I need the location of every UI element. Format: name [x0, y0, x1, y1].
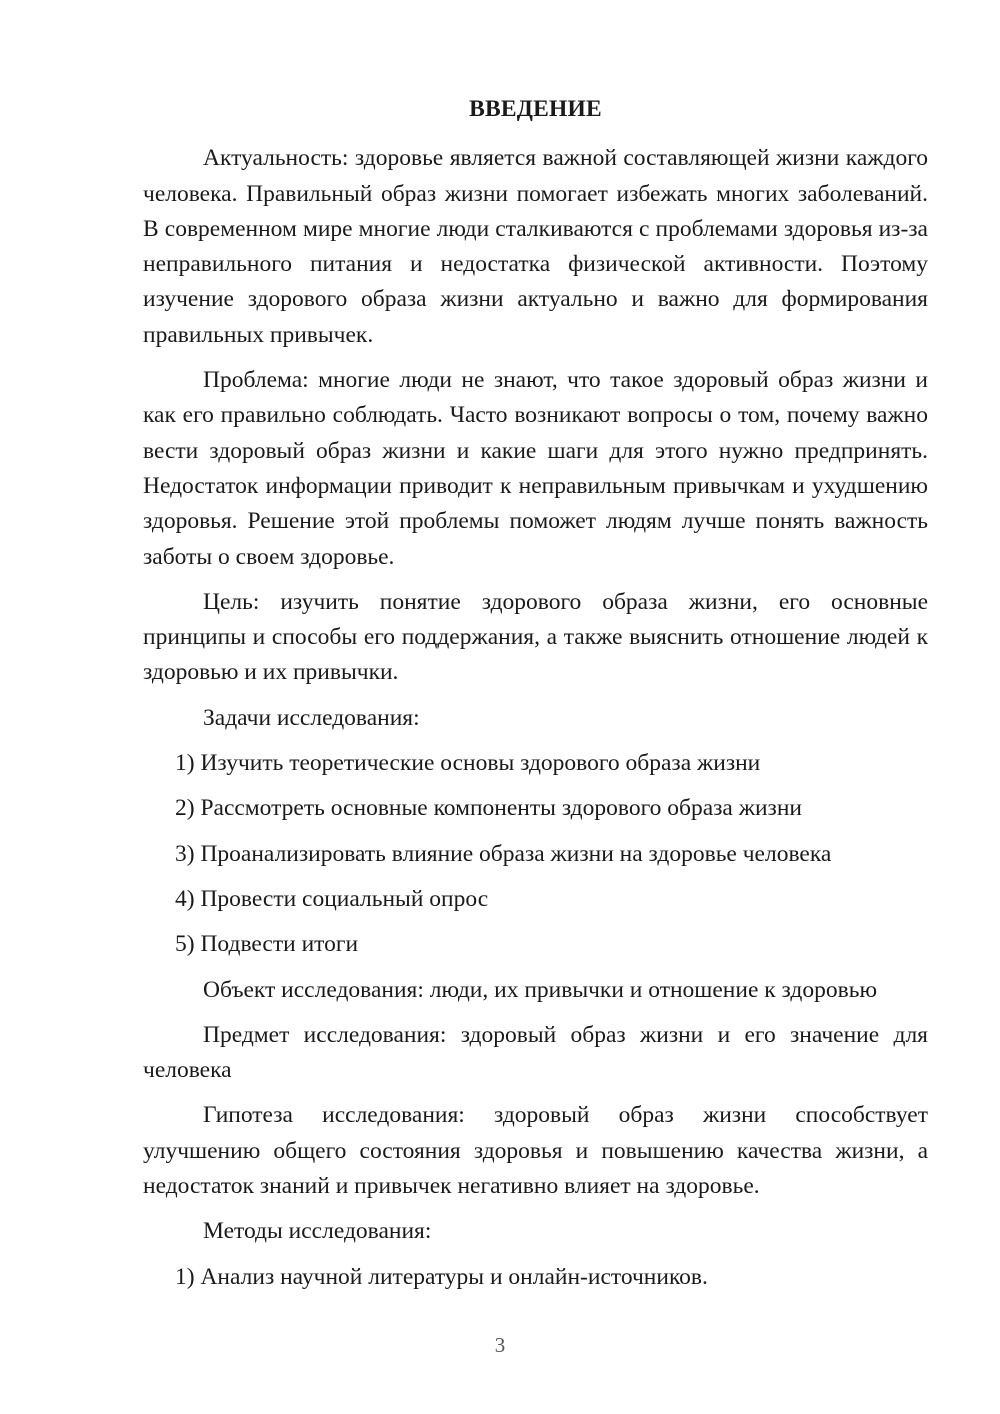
document-page	[143, 92, 928, 1305]
page-title: ВВЕДЕНИЕ	[469, 96, 602, 122]
task-item: 1) Изучить теоретические основы здорового образа жизни	[175, 750, 761, 777]
problem-paragraph: Проблема: многие люди не знают, что такое здоровый образ жизни и как его правильно соблюдать. Часто возникают вопросы о том, почему важно вести здоровый образ жизни и какие шаги для этого нужно предпринять. Недостаток информации приводит к неправильным привычкам и ухудшению здоровья. Решение этой проблемы поможет людям лучше понять важность заботы о своем здоровье.	[143, 367, 928, 570]
relevance-paragraph: Актуальность: здоровье является важной составляющей жизни каждого человека. Правильный образ жизни помогает избежать многих заболеваний. В современном мире многие люди сталкиваются с проблемами здоровья из-за неправильного питания и недостатка физической активности. Поэтому изучение здорового образа жизни актуально и важно для формирования правильных привычек.	[143, 145, 928, 348]
task-item: 4) Провести социальный опрос	[175, 885, 489, 912]
task-item: 3) Проанализировать влияние образа жизни на здоровье человека	[175, 840, 832, 867]
task-item: 5) Подвести итоги	[175, 931, 359, 958]
page-number: 3	[494, 1333, 506, 1357]
methods-heading: Методы исследования:	[203, 1218, 432, 1245]
task-item: 2) Рассмотреть основные компоненты здорового образа жизни	[175, 795, 802, 822]
goal-paragraph: Цель: изучить понятие здорового образа жизни, его основные принципы и способы его поддержания, а также выяснить отношение людей к здоровью и их привычки.	[143, 588, 928, 686]
method-item: 1) Анализ научной литературы и онлайн-источников.	[175, 1263, 708, 1290]
object-paragraph: Объект исследования: люди, их привычки и отношение к здоровью	[203, 976, 877, 1003]
subject-paragraph: Предмет исследования: здоровый образ жизни и его значение для человека	[143, 1021, 928, 1084]
hypothesis-paragraph: Гипотеза исследования: здоровый образ жизни способствует улучшению общего состояния здоровья и повышению качества жизни, а недостаток знаний и привычек негативно влияет на здоровье.	[143, 1102, 928, 1200]
tasks-heading: Задачи исследования:	[203, 704, 420, 731]
